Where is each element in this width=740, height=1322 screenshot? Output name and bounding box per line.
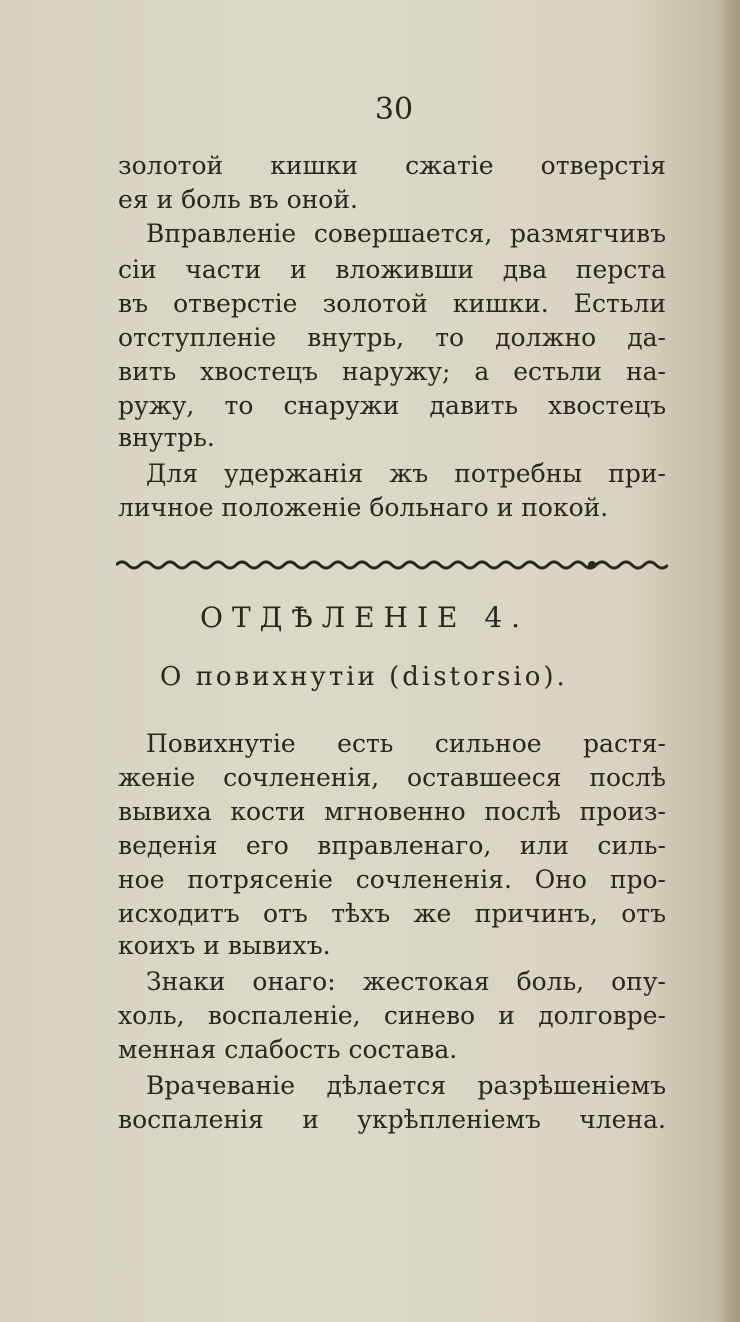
text-line: сіи части и вложивши два перста [118, 255, 666, 284]
text-line: золотой кишки сжатіе отверстія [118, 151, 666, 180]
text-line: веденія его вправленаго, или силь- [118, 831, 666, 860]
text-line: вывиха кости мгновенно послѣ произ- [118, 797, 666, 826]
text-line: менная слабость состава. [118, 1035, 458, 1064]
text-line: Повихнутіе есть сильное растя- [146, 729, 666, 758]
text-line: внутрь. [118, 423, 215, 452]
text-line: исходитъ отъ тѣхъ же причинъ, отъ [118, 899, 666, 928]
text-line: женіе сочлененія, оставшееся послѣ [118, 763, 666, 792]
section-subtitle: О повихнутіи (distorsio). [160, 662, 568, 692]
text-line: ружу, то снаружи давить хвостецъ [118, 391, 666, 420]
text-line: въ отверстіе золотой кишки. Естьли [118, 289, 666, 318]
text-line: воспаленія и укрѣпленіемъ члена. [118, 1105, 666, 1134]
text-line: холь, воспаленіе, синево и долговре- [118, 1001, 666, 1030]
text-line: Знаки онаго: жестокая боль, опу- [146, 967, 666, 996]
text-line: ея и боль въ оной. [118, 185, 358, 214]
text-line: вить хвостецъ наружу; а естьли на- [118, 357, 666, 386]
ornamental-rule-icon [116, 558, 668, 572]
text-line: Вправленіе совершается, размягчивъ [146, 219, 666, 248]
text-line: личное положеніе больнаго и покой. [118, 493, 609, 522]
section-title: ОТДѢЛЕНІЕ 4. [200, 601, 530, 634]
text-line: Для удержанія жъ потребны при- [146, 459, 666, 488]
text-line: коихъ и вывихъ. [118, 931, 331, 960]
page-edge-shadow [718, 0, 740, 1322]
text-line: ное потрясеніе сочлененія. Оно про- [118, 865, 666, 894]
page-number: 30 [374, 92, 414, 127]
text-line: отступленіе внутрь, то должно да- [118, 323, 666, 352]
text-line: Врачеваніе дѣлается разрѣшеніемъ [146, 1071, 666, 1100]
